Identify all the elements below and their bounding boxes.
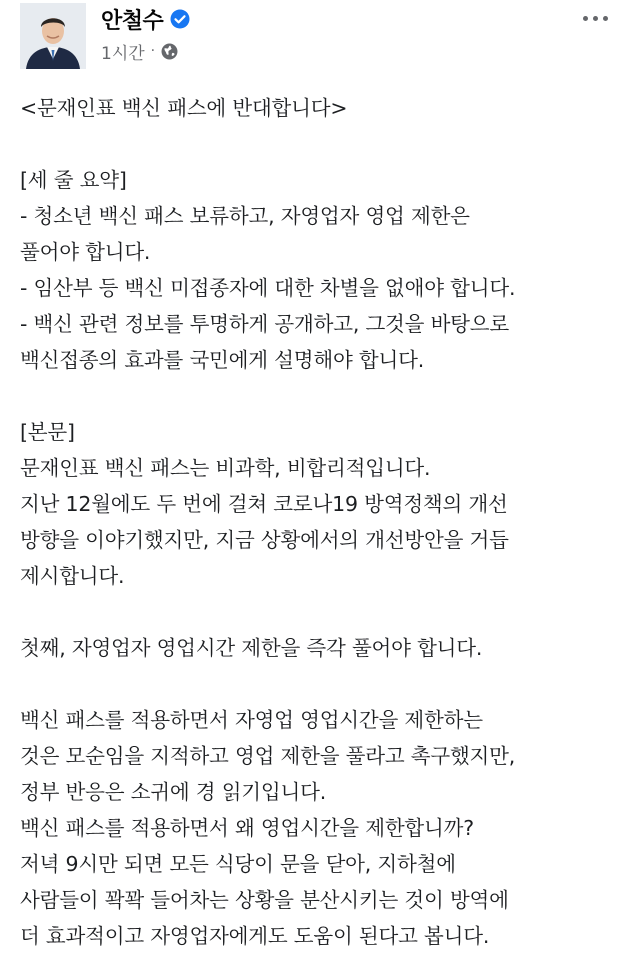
body-line: 문재인표 백신 패스는 비과학, 비합리적입니다.	[20, 456, 431, 480]
post-meta	[101, 38, 178, 64]
body-line: 것은 모순임을 지적하고 영업 제한을 풀라고 촉구했지만,	[20, 744, 516, 768]
more-options-icon-dot	[583, 16, 588, 21]
author-name[interactable]: 안철수	[101, 8, 164, 34]
more-options-icon-dot	[593, 16, 598, 21]
blank-line	[20, 378, 625, 414]
avatar-photo	[20, 3, 86, 69]
post-timestamp[interactable]: 1시간	[101, 43, 145, 64]
more-options-icon-dot	[603, 16, 608, 21]
blank-line	[20, 126, 625, 162]
author-row	[101, 4, 190, 34]
post-title: <문재인표 백신 패스에 반대합니다>	[20, 96, 348, 120]
avatar[interactable]	[20, 3, 86, 69]
verified-badge-icon	[170, 9, 190, 29]
body-line: 정부 반응은 소귀에 경 읽기입니다.	[20, 780, 327, 804]
body-line: 더 효과적이고 자영업자에게도 도움이 된다고 봅니다.	[20, 924, 490, 948]
summary-line: 풀어야 합니다.	[20, 240, 151, 264]
body-line: 방향을 이야기했지만, 지금 상황에서의 개선방안을 거듭	[20, 528, 509, 552]
body-heading: [본문]	[20, 420, 75, 444]
summary-line: - 청소년 백신 패스 보류하고, 자영업자 영업 제한은	[20, 204, 470, 228]
post-body	[20, 90, 625, 954]
body-line: 사람들이 꽉꽉 들어차는 상황을 분산시키는 것이 방역에	[20, 888, 509, 912]
blank-line	[20, 594, 625, 630]
globe-icon	[161, 43, 178, 60]
body-line: 백신 패스를 적용하면서 왜 영업시간을 제한합니까?	[20, 816, 474, 840]
body-line: 저녁 9시만 되면 모든 식당이 문을 닫아, 지하철에	[20, 852, 456, 876]
blank-line	[20, 666, 625, 702]
body-line: 제시합니다.	[20, 564, 125, 588]
summary-line: 백신접종의 효과를 국민에게 설명해야 합니다.	[20, 348, 425, 372]
more-options-button[interactable]	[577, 6, 613, 30]
post-header	[0, 0, 640, 78]
meta-separator: ·	[150, 43, 156, 59]
body-line: 백신 패스를 적용하면서 자영업 영업시간을 제한하는	[20, 708, 483, 732]
summary-line: - 백신 관련 정보를 투명하게 공개하고, 그것을 바탕으로	[20, 312, 509, 336]
summary-heading: [세 줄 요약]	[20, 168, 127, 192]
first-point: 첫째, 자영업자 영업시간 제한을 즉각 풀어야 합니다.	[20, 636, 483, 660]
summary-line: - 임산부 등 백신 미접종자에 대한 차별을 없애야 합니다.	[20, 276, 516, 300]
body-line: 지난 12월에도 두 번에 걸쳐 코로나19 방역정책의 개선	[20, 492, 508, 516]
